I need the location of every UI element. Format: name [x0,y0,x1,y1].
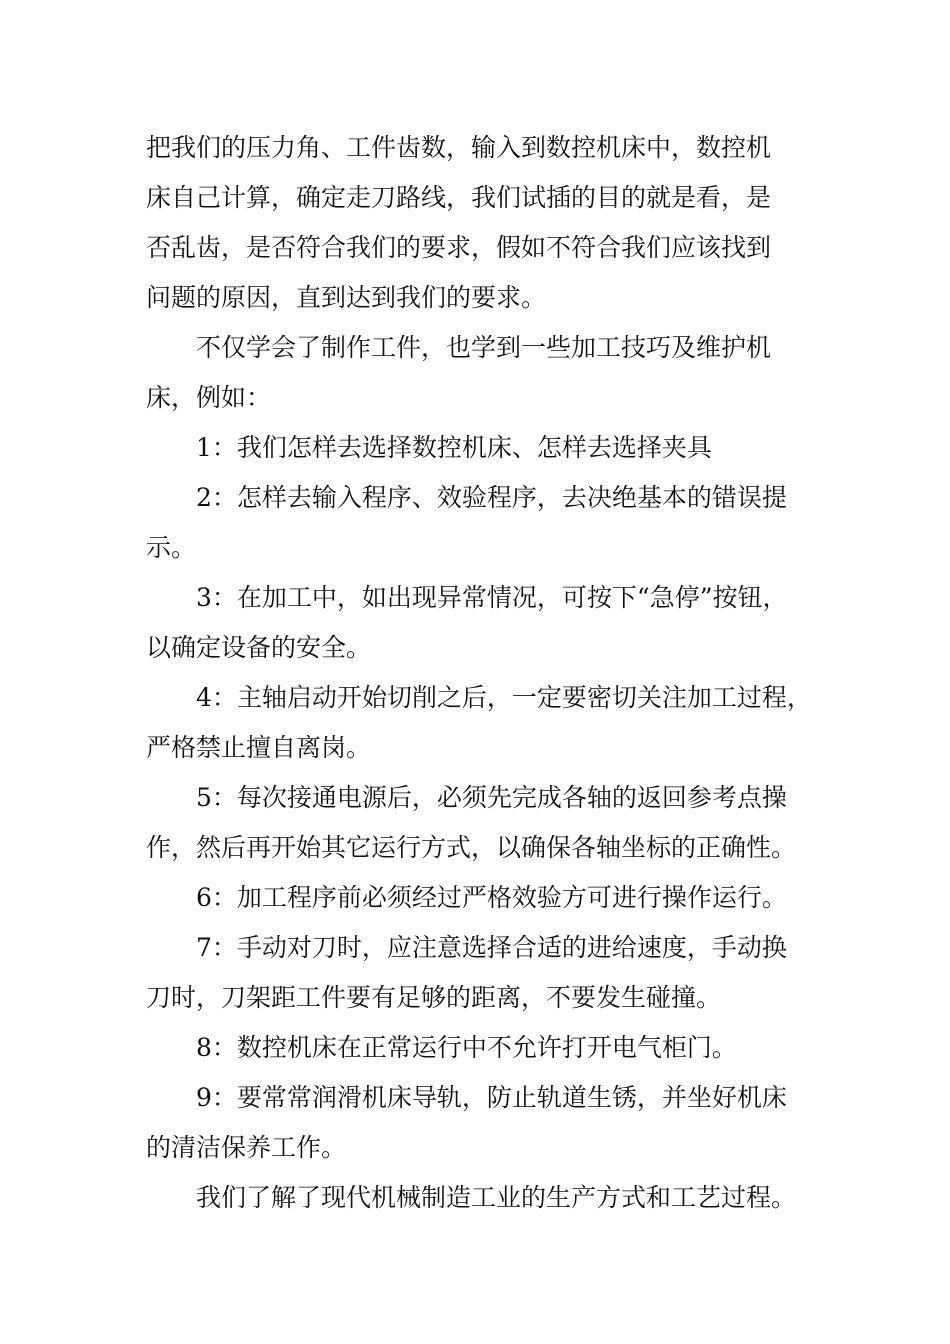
list-item-6: 6：加工程序前必须经过严格效验方可进行操作运行。 [196,883,787,912]
list-item-3: 3：在加工中，如出现异常情况，可按下“急停”按钮， [196,583,788,612]
paragraph-line: 问题的原因，直到达到我们的要求。 [146,283,547,312]
paragraph-line: 不仅学会了制作工件，也学到一些加工技巧及维护机 [196,333,772,362]
list-item-4: 4：主轴启动开始切削之后，一定要密切关注加工过程， [196,683,812,712]
list-item-3-continued: 以确定设备的安全。 [146,633,372,662]
list-item-2-continued: 示。 [146,533,197,562]
list-item-7: 7：手动对刀时，应注意选择合适的进给速度，手动换 [196,933,787,962]
list-item-5: 5：每次接通电源后，必须先完成各轴的返回参考点操 [196,783,787,812]
list-item-9: 9：要常常润滑机床导轨，防止轨道生锈，并坐好机床 [196,1083,787,1112]
list-item-2: 2：怎样去输入程序、效验程序，去决绝基本的错误提 [196,483,787,512]
list-item-1: 1：我们怎样去选择数控机床、怎样去选择夹具 [196,433,712,462]
paragraph-line: 床自己计算，确定走刀路线，我们试插的目的就是看，是 [146,183,772,212]
list-item-5-continued: 作，然后再开始其它运行方式，以确保各轴坐标的正确性。 [146,833,797,862]
closing-paragraph: 我们了解了现代机械制造工业的生产方式和工艺过程。 [196,1183,797,1212]
paragraph-line: 床，例如： [146,383,272,412]
paragraph-line: 把我们的压力角、工件齿数，输入到数控机床中，数控机 [146,133,772,162]
list-item-9-continued: 的清洁保养工作。 [146,1133,347,1162]
list-item-4-continued: 严格禁止擅自离岗。 [146,733,372,762]
list-item-7-continued: 刀时，刀架距工件要有足够的距离，不要发生碰撞。 [146,983,722,1012]
paragraph-line: 否乱齿，是否符合我们的要求，假如不符合我们应该找到 [146,233,772,262]
list-item-8: 8：数控机床在正常运行中不允许打开电气柜门。 [196,1033,737,1062]
